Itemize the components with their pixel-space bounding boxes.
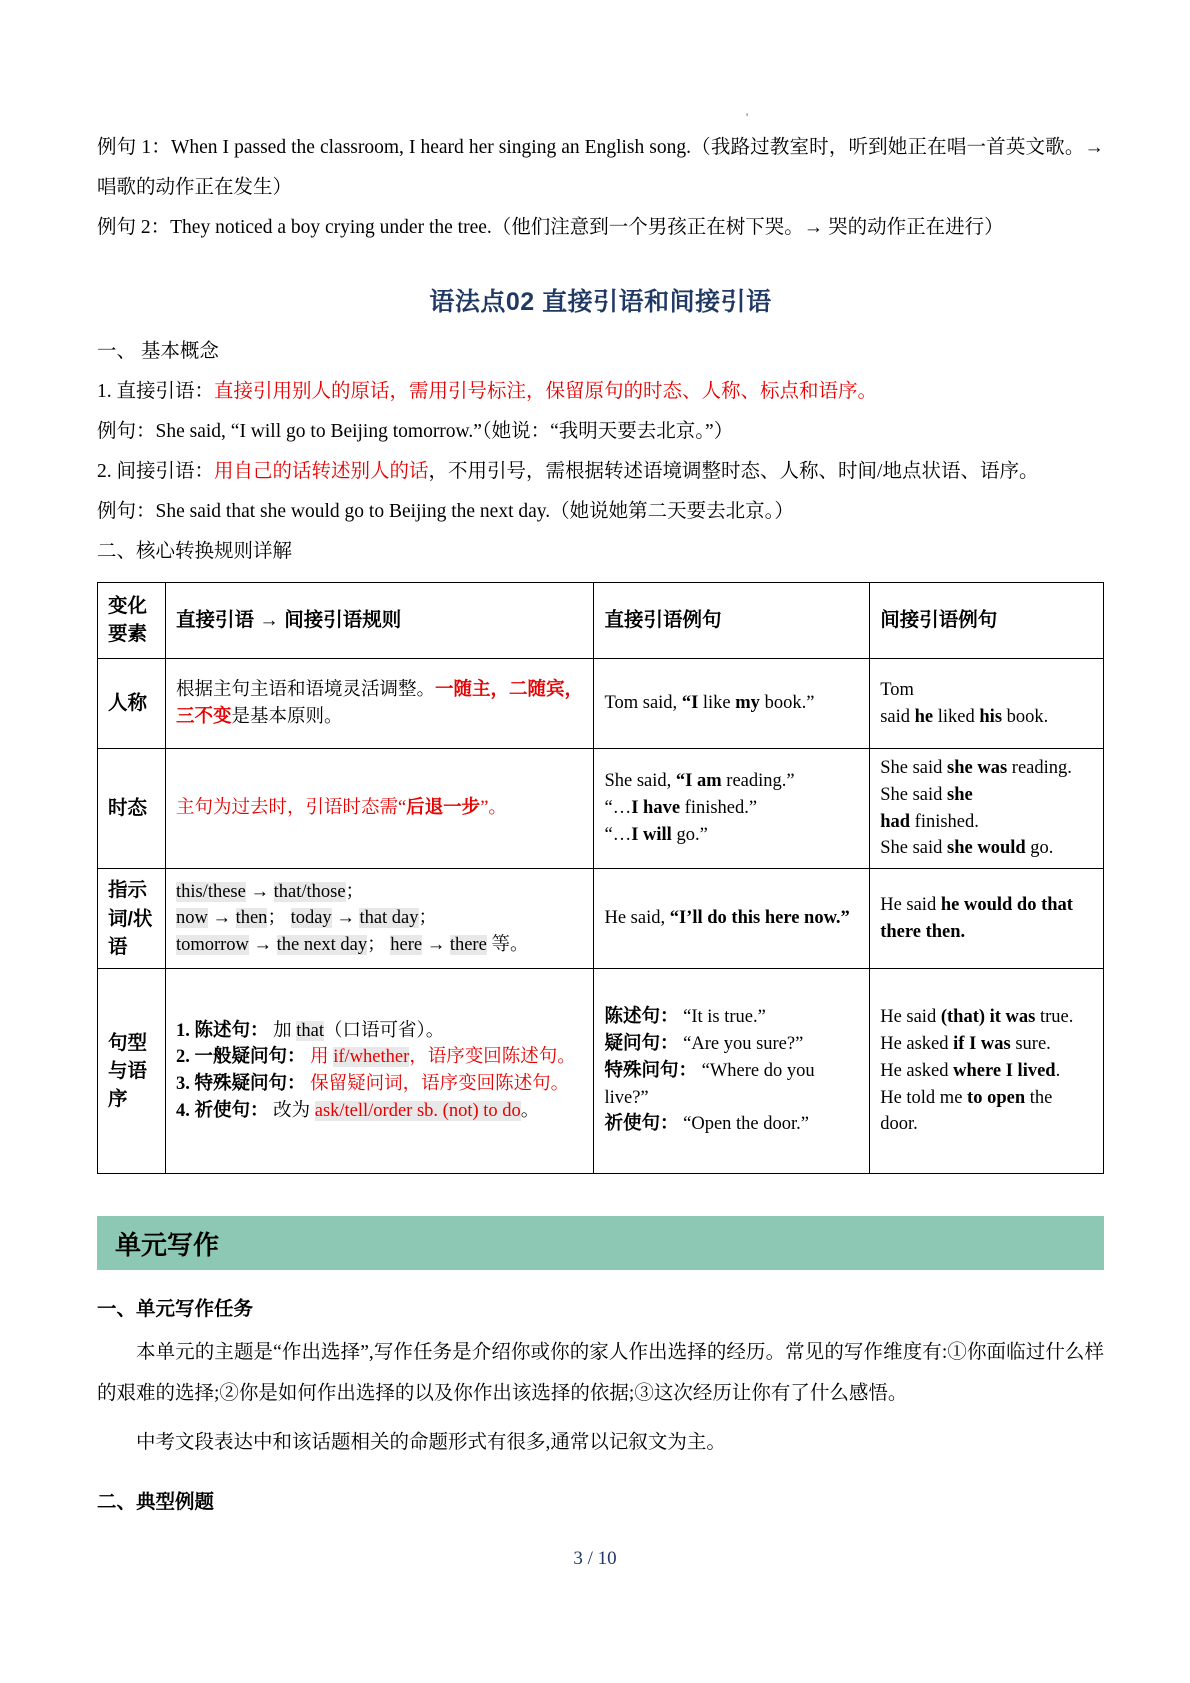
stray-mark: ' — [746, 110, 749, 124]
row-label-person: 人称 — [98, 659, 166, 749]
basics-section-label: 一、 基本概念 — [97, 341, 219, 362]
table-header-row — [98, 583, 1104, 659]
direct-example-cell: 陈述句： “It is true.” 疑问句： “Are you sure?” 特殊问句： “Where do you live?” 祈使句： “Open the door.” — [594, 969, 870, 1174]
header-cell-element: 变化要素 — [98, 583, 166, 659]
unit-writing-banner-title: 单元写作 — [115, 1229, 220, 1260]
row-label-tense: 时态 — [98, 749, 166, 869]
table-row-person — [98, 659, 1104, 749]
writing-task-heading: 一、单元写作任务 — [97, 1298, 254, 1321]
direct-speech-example: 例句：She said, “I will go to Beijing tomorrow.”（她说：“我明天要去北京。”） — [97, 421, 734, 442]
direct-example-cell: She said, “I am reading.” “…I have finished.” “…I will go.” — [594, 749, 870, 869]
indirect-example-cell: She said she was reading. She said she had finished. She said she would go. — [870, 749, 1104, 869]
conversion-rules-table — [97, 582, 1104, 1174]
writing-task-paragraph-1: 本单元的主题是“作出选择”,写作任务是介绍你或你的家人作出选择的经历。常见的写作维度有:①你面临过什么样的艰难的选择;②你是如何作出选择的以及你作出该选择的依据;③这次经历让你有了什么感悟。 — [97, 1342, 1104, 1405]
typical-examples-heading: 二、典型例题 — [97, 1491, 215, 1514]
page-number: 3 / 10 — [573, 1548, 617, 1569]
row-label-sentence-type: 句型与语序 — [98, 969, 166, 1174]
page-content — [97, 0, 1104, 1517]
rules-section-label: 二、核心转换规则详解 — [97, 541, 293, 562]
row-label-demonstratives: 指示词/状语 — [98, 869, 166, 969]
rule-cell: 主句为过去时，引语时态需“后退一步”。 — [165, 749, 594, 869]
grammar-point-title: 语法点02 直接引语和间接引语 — [429, 288, 772, 316]
direct-example-cell: He said, “I’ll do this here now.” — [594, 869, 870, 969]
table-row-demonstratives — [98, 869, 1104, 969]
table-row-sentence-type — [98, 969, 1104, 1174]
header-cell-rule: 直接引语 → 间接引语规则 — [165, 583, 594, 659]
rule-cell: this/these → that/those； now → then； today → that day； tomorrow → the next day； here → there 等。 — [165, 869, 594, 969]
indirect-example-cell: Tom said he liked his book. — [870, 659, 1104, 749]
rule-cell: 根据主句主语和语境灵活调整。一随主，二随宾，三不变是基本原则。 — [165, 659, 594, 749]
header-cell-direct-example: 直接引语例句 — [594, 583, 870, 659]
intro-example-2: 例句 2：They noticed a boy crying under the tree.（他们注意到一个男孩正在树下哭。→ 哭的动作正在进行） — [97, 217, 1004, 238]
direct-speech-definition: 1. 直接引语：直接引用别人的原话，需用引号标注，保留原句的时态、人称、标点和语序。 — [97, 381, 878, 402]
table-row-tense — [98, 749, 1104, 869]
unit-writing-banner — [97, 1216, 1104, 1270]
direct-example-cell: Tom said, “I like my book.” — [594, 659, 870, 749]
indirect-speech-example: 例句：She said that she would go to Beijing the next day.（她说她第二天要去北京。） — [97, 501, 794, 522]
indirect-example-cell: He said (that) it was true. He asked if I was sure. He asked where I lived. He told me to open the door. — [870, 969, 1104, 1174]
indirect-example-cell: He said he would do that there then. — [870, 869, 1104, 969]
header-cell-indirect-example: 间接引语例句 — [870, 583, 1104, 659]
rule-cell: 1. 陈述句： 加 that（口语可省）。 2. 一般疑问句： 用 if/whether，语序变回陈述句。 3. 特殊疑问句： 保留疑问词，语序变回陈述句。 4. 祈使句： 改为 ask/tell/order sb. (not) to do。 — [165, 969, 594, 1174]
indirect-speech-definition: 2. 间接引语：用自己的话转述别人的话，不用引号，需根据转述语境调整时态、人称、时间/地点状语、语序。 — [97, 461, 1039, 482]
writing-task-paragraph-2: 中考文段表达中和该话题相关的命题形式有很多,通常以记叙文为主。 — [136, 1432, 726, 1454]
intro-example-1: 例句 1：When I passed the classroom, I heard her singing an English song.（我路过教室时，听到她正在唱一首英文歌。→ 唱歌的动作正在发生） — [97, 137, 1104, 198]
